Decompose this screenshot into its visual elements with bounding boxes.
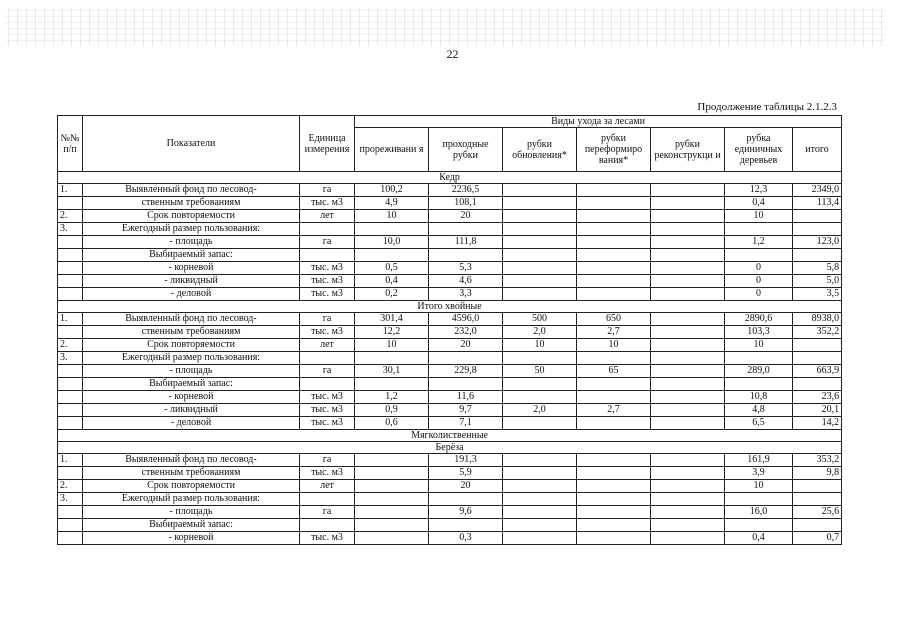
row-indicator: - площадь: [83, 236, 300, 249]
table-row: [58, 532, 842, 545]
row-value: 0,4: [725, 532, 793, 545]
row-value: 1,2: [725, 236, 793, 249]
row-value: 0,4: [725, 197, 793, 210]
row-value: 0,4: [355, 275, 429, 288]
row-unit: лет: [300, 339, 355, 352]
row-value: [651, 454, 725, 467]
row-indicator: ственным требованиям: [83, 326, 300, 339]
table-row: [58, 352, 842, 365]
row-value: [355, 454, 429, 467]
row-value: [651, 391, 725, 404]
row-unit: [300, 223, 355, 236]
row-value: [651, 210, 725, 223]
header-col-passage-cutting: проходные рубки: [429, 128, 503, 172]
row-value: [577, 519, 651, 532]
row-number: 1.: [58, 454, 83, 467]
row-value: 0,3: [429, 532, 503, 545]
row-value: 4596,0: [429, 313, 503, 326]
table-row: [58, 454, 842, 467]
row-value: 65: [577, 365, 651, 378]
row-value: [355, 378, 429, 391]
row-value: 100,2: [355, 184, 429, 197]
row-value: [725, 493, 793, 506]
row-value: 2349,0: [793, 184, 842, 197]
row-unit: тыс. м3: [300, 532, 355, 545]
row-value: 23,6: [793, 391, 842, 404]
row-value: [577, 391, 651, 404]
row-value: 10: [503, 339, 577, 352]
row-value: 352,2: [793, 326, 842, 339]
row-number: 1.: [58, 313, 83, 326]
header-unit: Единица измерения: [300, 116, 355, 172]
section-title: Итого хвойные: [58, 301, 842, 313]
row-indicator: ственным требованиям: [83, 467, 300, 480]
row-value: 0,2: [355, 288, 429, 301]
row-unit: лет: [300, 480, 355, 493]
row-value: 2236,5: [429, 184, 503, 197]
row-value: 0: [725, 275, 793, 288]
row-unit: тыс. м3: [300, 275, 355, 288]
row-value: [503, 467, 577, 480]
header-col-total: итого: [793, 128, 842, 172]
forest-care-table: [57, 115, 842, 545]
row-value: 2,0: [503, 404, 577, 417]
row-unit: [300, 378, 355, 391]
row-indicator: - площадь: [83, 365, 300, 378]
row-unit: тыс. м3: [300, 326, 355, 339]
row-value: 4,9: [355, 197, 429, 210]
row-value: [651, 532, 725, 545]
header-col-thinning: прореживани я: [355, 128, 429, 172]
row-value: [503, 417, 577, 430]
row-indicator: Выбираемый запас:: [83, 378, 300, 391]
row-value: [577, 506, 651, 519]
row-value: 191,3: [429, 454, 503, 467]
row-value: [651, 339, 725, 352]
row-number: [58, 519, 83, 532]
section-title: Кедр: [58, 172, 842, 184]
row-indicator: ственным требованиям: [83, 197, 300, 210]
row-indicator: Ежегодный размер пользования:: [83, 223, 300, 236]
row-value: [651, 249, 725, 262]
row-unit: га: [300, 506, 355, 519]
row-value: [577, 184, 651, 197]
row-value: 1,2: [355, 391, 429, 404]
row-unit: [300, 249, 355, 262]
row-value: 8938,0: [793, 313, 842, 326]
row-value: [355, 506, 429, 519]
row-value: 10: [725, 210, 793, 223]
table-row: [58, 313, 842, 326]
row-number: [58, 275, 83, 288]
row-value: 5,8: [793, 262, 842, 275]
table-row: [58, 480, 842, 493]
row-unit: тыс. м3: [300, 262, 355, 275]
row-value: [577, 236, 651, 249]
row-unit: га: [300, 454, 355, 467]
row-value: 10,8: [725, 391, 793, 404]
row-value: [503, 493, 577, 506]
row-value: 5,0: [793, 275, 842, 288]
row-value: 9,7: [429, 404, 503, 417]
row-value: [725, 352, 793, 365]
row-indicator: Ежегодный размер пользования:: [83, 352, 300, 365]
row-value: 650: [577, 313, 651, 326]
row-value: [503, 352, 577, 365]
row-value: 4,6: [429, 275, 503, 288]
row-value: 7,1: [429, 417, 503, 430]
row-value: 4,8: [725, 404, 793, 417]
table-row: [58, 404, 842, 417]
table-row: [58, 493, 842, 506]
row-indicator: Выбираемый запас:: [83, 249, 300, 262]
row-value: [793, 493, 842, 506]
row-value: [793, 210, 842, 223]
row-value: [355, 467, 429, 480]
row-value: [503, 197, 577, 210]
row-value: [651, 365, 725, 378]
row-unit: тыс. м3: [300, 417, 355, 430]
row-value: [429, 352, 503, 365]
row-number: 2.: [58, 480, 83, 493]
row-value: [651, 519, 725, 532]
row-value: [355, 480, 429, 493]
row-number: 1.: [58, 184, 83, 197]
row-number: [58, 417, 83, 430]
row-value: [577, 352, 651, 365]
row-value: 10: [725, 480, 793, 493]
row-value: 16,0: [725, 506, 793, 519]
row-unit: тыс. м3: [300, 288, 355, 301]
row-unit: га: [300, 365, 355, 378]
row-value: [651, 378, 725, 391]
row-value: [793, 249, 842, 262]
row-value: [355, 352, 429, 365]
table-row: [58, 210, 842, 223]
row-value: 500: [503, 313, 577, 326]
row-value: 3,3: [429, 288, 503, 301]
row-value: 289,0: [725, 365, 793, 378]
row-value: [577, 275, 651, 288]
row-value: 232,0: [429, 326, 503, 339]
row-value: [577, 262, 651, 275]
row-value: [651, 480, 725, 493]
row-value: [793, 378, 842, 391]
row-value: 2890,6: [725, 313, 793, 326]
row-number: [58, 365, 83, 378]
row-number: [58, 532, 83, 545]
row-value: 0,5: [355, 262, 429, 275]
row-value: 301,4: [355, 313, 429, 326]
row-value: [429, 493, 503, 506]
row-value: [651, 506, 725, 519]
row-value: 10: [355, 339, 429, 352]
header-num: №№ п/п: [58, 116, 83, 172]
row-number: [58, 391, 83, 404]
row-value: [651, 236, 725, 249]
table-continuation-caption: Продолжение таблицы 2.1.2.3: [697, 101, 837, 113]
section-row: [58, 430, 842, 442]
row-unit: лет: [300, 210, 355, 223]
table-row: [58, 275, 842, 288]
row-value: 103,3: [725, 326, 793, 339]
row-indicator: Срок повторяемости: [83, 210, 300, 223]
row-unit: [300, 519, 355, 532]
table-row: [58, 288, 842, 301]
row-value: [503, 210, 577, 223]
row-number: [58, 249, 83, 262]
row-number: [58, 288, 83, 301]
row-value: 353,2: [793, 454, 842, 467]
row-value: [651, 326, 725, 339]
row-indicator: Выявленный фонд по лесовод-: [83, 184, 300, 197]
header-col-reformation: рубки переформиро вания*: [577, 128, 651, 172]
row-number: 2.: [58, 210, 83, 223]
header-col-renewal: рубки обновления*: [503, 128, 577, 172]
row-value: [355, 249, 429, 262]
row-number: [58, 262, 83, 275]
row-value: [651, 417, 725, 430]
row-number: [58, 197, 83, 210]
row-value: 10: [725, 339, 793, 352]
row-value: 0,7: [793, 532, 842, 545]
row-value: 10,0: [355, 236, 429, 249]
row-indicator: - ликвидный: [83, 275, 300, 288]
table-row: [58, 519, 842, 532]
row-unit: га: [300, 313, 355, 326]
row-indicator: - деловой: [83, 288, 300, 301]
row-value: [503, 532, 577, 545]
row-value: [355, 519, 429, 532]
row-value: 2,0: [503, 326, 577, 339]
row-value: [577, 532, 651, 545]
row-number: 2.: [58, 339, 83, 352]
row-number: 3.: [58, 493, 83, 506]
table-row: [58, 506, 842, 519]
row-value: [577, 493, 651, 506]
row-value: 161,9: [725, 454, 793, 467]
row-value: [503, 223, 577, 236]
row-value: [503, 506, 577, 519]
table-row: [58, 365, 842, 378]
row-value: [725, 378, 793, 391]
row-value: [651, 197, 725, 210]
row-value: [429, 378, 503, 391]
row-value: 0: [725, 262, 793, 275]
row-value: 50: [503, 365, 577, 378]
row-value: [651, 223, 725, 236]
row-value: [429, 223, 503, 236]
row-value: 2,7: [577, 404, 651, 417]
row-value: [651, 184, 725, 197]
row-value: [651, 467, 725, 480]
row-number: 3.: [58, 352, 83, 365]
row-indicator: Выбираемый запас:: [83, 519, 300, 532]
row-number: [58, 326, 83, 339]
row-value: 9,6: [429, 506, 503, 519]
row-value: [503, 288, 577, 301]
row-value: 0: [725, 288, 793, 301]
row-value: 12,2: [355, 326, 429, 339]
row-indicator: - корневой: [83, 262, 300, 275]
row-value: 20: [429, 210, 503, 223]
table-row: [58, 339, 842, 352]
row-indicator: - площадь: [83, 506, 300, 519]
row-unit: тыс. м3: [300, 404, 355, 417]
row-value: [793, 339, 842, 352]
row-value: [429, 519, 503, 532]
row-value: 25,6: [793, 506, 842, 519]
row-value: [793, 519, 842, 532]
table-row: [58, 391, 842, 404]
row-value: [503, 480, 577, 493]
table-row: [58, 417, 842, 430]
row-value: 10: [355, 210, 429, 223]
table-row: [58, 467, 842, 480]
row-value: [651, 313, 725, 326]
row-value: [577, 197, 651, 210]
row-value: [503, 519, 577, 532]
row-unit: тыс. м3: [300, 467, 355, 480]
row-value: 5,3: [429, 262, 503, 275]
section-row: [58, 172, 842, 184]
row-indicator: - корневой: [83, 532, 300, 545]
header-care-types: Виды ухода за лесами: [355, 116, 842, 128]
row-value: [793, 223, 842, 236]
row-value: [503, 262, 577, 275]
row-unit: [300, 493, 355, 506]
row-indicator: - ликвидный: [83, 404, 300, 417]
scanned-header-noise: [5, 8, 885, 46]
row-unit: га: [300, 236, 355, 249]
row-indicator: Выявленный фонд по лесовод-: [83, 313, 300, 326]
row-unit: тыс. м3: [300, 197, 355, 210]
row-value: [651, 275, 725, 288]
row-value: [793, 352, 842, 365]
row-value: [503, 454, 577, 467]
row-value: 9,8: [793, 467, 842, 480]
row-value: 2,7: [577, 326, 651, 339]
row-number: [58, 404, 83, 417]
row-number: 3.: [58, 223, 83, 236]
row-value: 20,1: [793, 404, 842, 417]
row-value: [793, 480, 842, 493]
row-indicator: - деловой: [83, 417, 300, 430]
row-value: [651, 404, 725, 417]
row-value: 113,4: [793, 197, 842, 210]
row-value: [577, 223, 651, 236]
section-title: Мягколиственные: [58, 430, 842, 442]
row-value: [651, 262, 725, 275]
row-value: [577, 288, 651, 301]
row-unit: га: [300, 184, 355, 197]
row-value: [651, 352, 725, 365]
row-value: [355, 532, 429, 545]
row-unit: тыс. м3: [300, 391, 355, 404]
row-value: [577, 210, 651, 223]
row-value: 10: [577, 339, 651, 352]
row-value: 0,6: [355, 417, 429, 430]
section-row: [58, 301, 842, 313]
row-value: 663,9: [793, 365, 842, 378]
table-row: [58, 249, 842, 262]
row-indicator: Срок повторяемости: [83, 480, 300, 493]
table-row: [58, 184, 842, 197]
row-value: 123,0: [793, 236, 842, 249]
row-value: 12,3: [725, 184, 793, 197]
row-value: 14,2: [793, 417, 842, 430]
row-indicator: Ежегодный размер пользования:: [83, 493, 300, 506]
row-number: [58, 467, 83, 480]
row-value: 108,1: [429, 197, 503, 210]
row-number: [58, 506, 83, 519]
row-value: 11,6: [429, 391, 503, 404]
row-value: [355, 223, 429, 236]
row-value: [503, 275, 577, 288]
page-number: 22: [446, 47, 459, 61]
row-value: [503, 184, 577, 197]
row-value: 111,8: [429, 236, 503, 249]
row-value: 6,5: [725, 417, 793, 430]
row-value: [725, 519, 793, 532]
section-title: Берёза: [58, 442, 842, 454]
row-value: [355, 493, 429, 506]
table-row: [58, 197, 842, 210]
row-indicator: Срок повторяемости: [83, 339, 300, 352]
row-value: [503, 249, 577, 262]
header-col-reconstruction: рубки реконструкци и: [651, 128, 725, 172]
row-value: [725, 223, 793, 236]
row-value: [651, 493, 725, 506]
row-value: [429, 249, 503, 262]
row-value: [503, 378, 577, 391]
table-row: [58, 236, 842, 249]
table-row: [58, 223, 842, 236]
row-value: 0,9: [355, 404, 429, 417]
row-value: 5,9: [429, 467, 503, 480]
row-value: [577, 378, 651, 391]
row-indicator: - корневой: [83, 391, 300, 404]
row-value: [651, 288, 725, 301]
row-value: [577, 417, 651, 430]
row-indicator: Выявленный фонд по лесовод-: [83, 454, 300, 467]
header-col-single-trees: рубка единичных деревьев: [725, 128, 793, 172]
header-indicators: Показатели: [83, 116, 300, 172]
row-value: [577, 467, 651, 480]
row-value: [577, 480, 651, 493]
row-value: [725, 249, 793, 262]
table-row: [58, 326, 842, 339]
row-value: 229,8: [429, 365, 503, 378]
row-unit: [300, 352, 355, 365]
row-value: 20: [429, 480, 503, 493]
row-value: 3,9: [725, 467, 793, 480]
row-number: [58, 236, 83, 249]
row-value: 20: [429, 339, 503, 352]
section-row: [58, 442, 842, 454]
row-value: 3,5: [793, 288, 842, 301]
row-value: [503, 236, 577, 249]
row-value: 30,1: [355, 365, 429, 378]
table-row: [58, 378, 842, 391]
row-value: [577, 454, 651, 467]
row-number: [58, 378, 83, 391]
table-row: [58, 262, 842, 275]
row-value: [503, 391, 577, 404]
row-value: [577, 249, 651, 262]
